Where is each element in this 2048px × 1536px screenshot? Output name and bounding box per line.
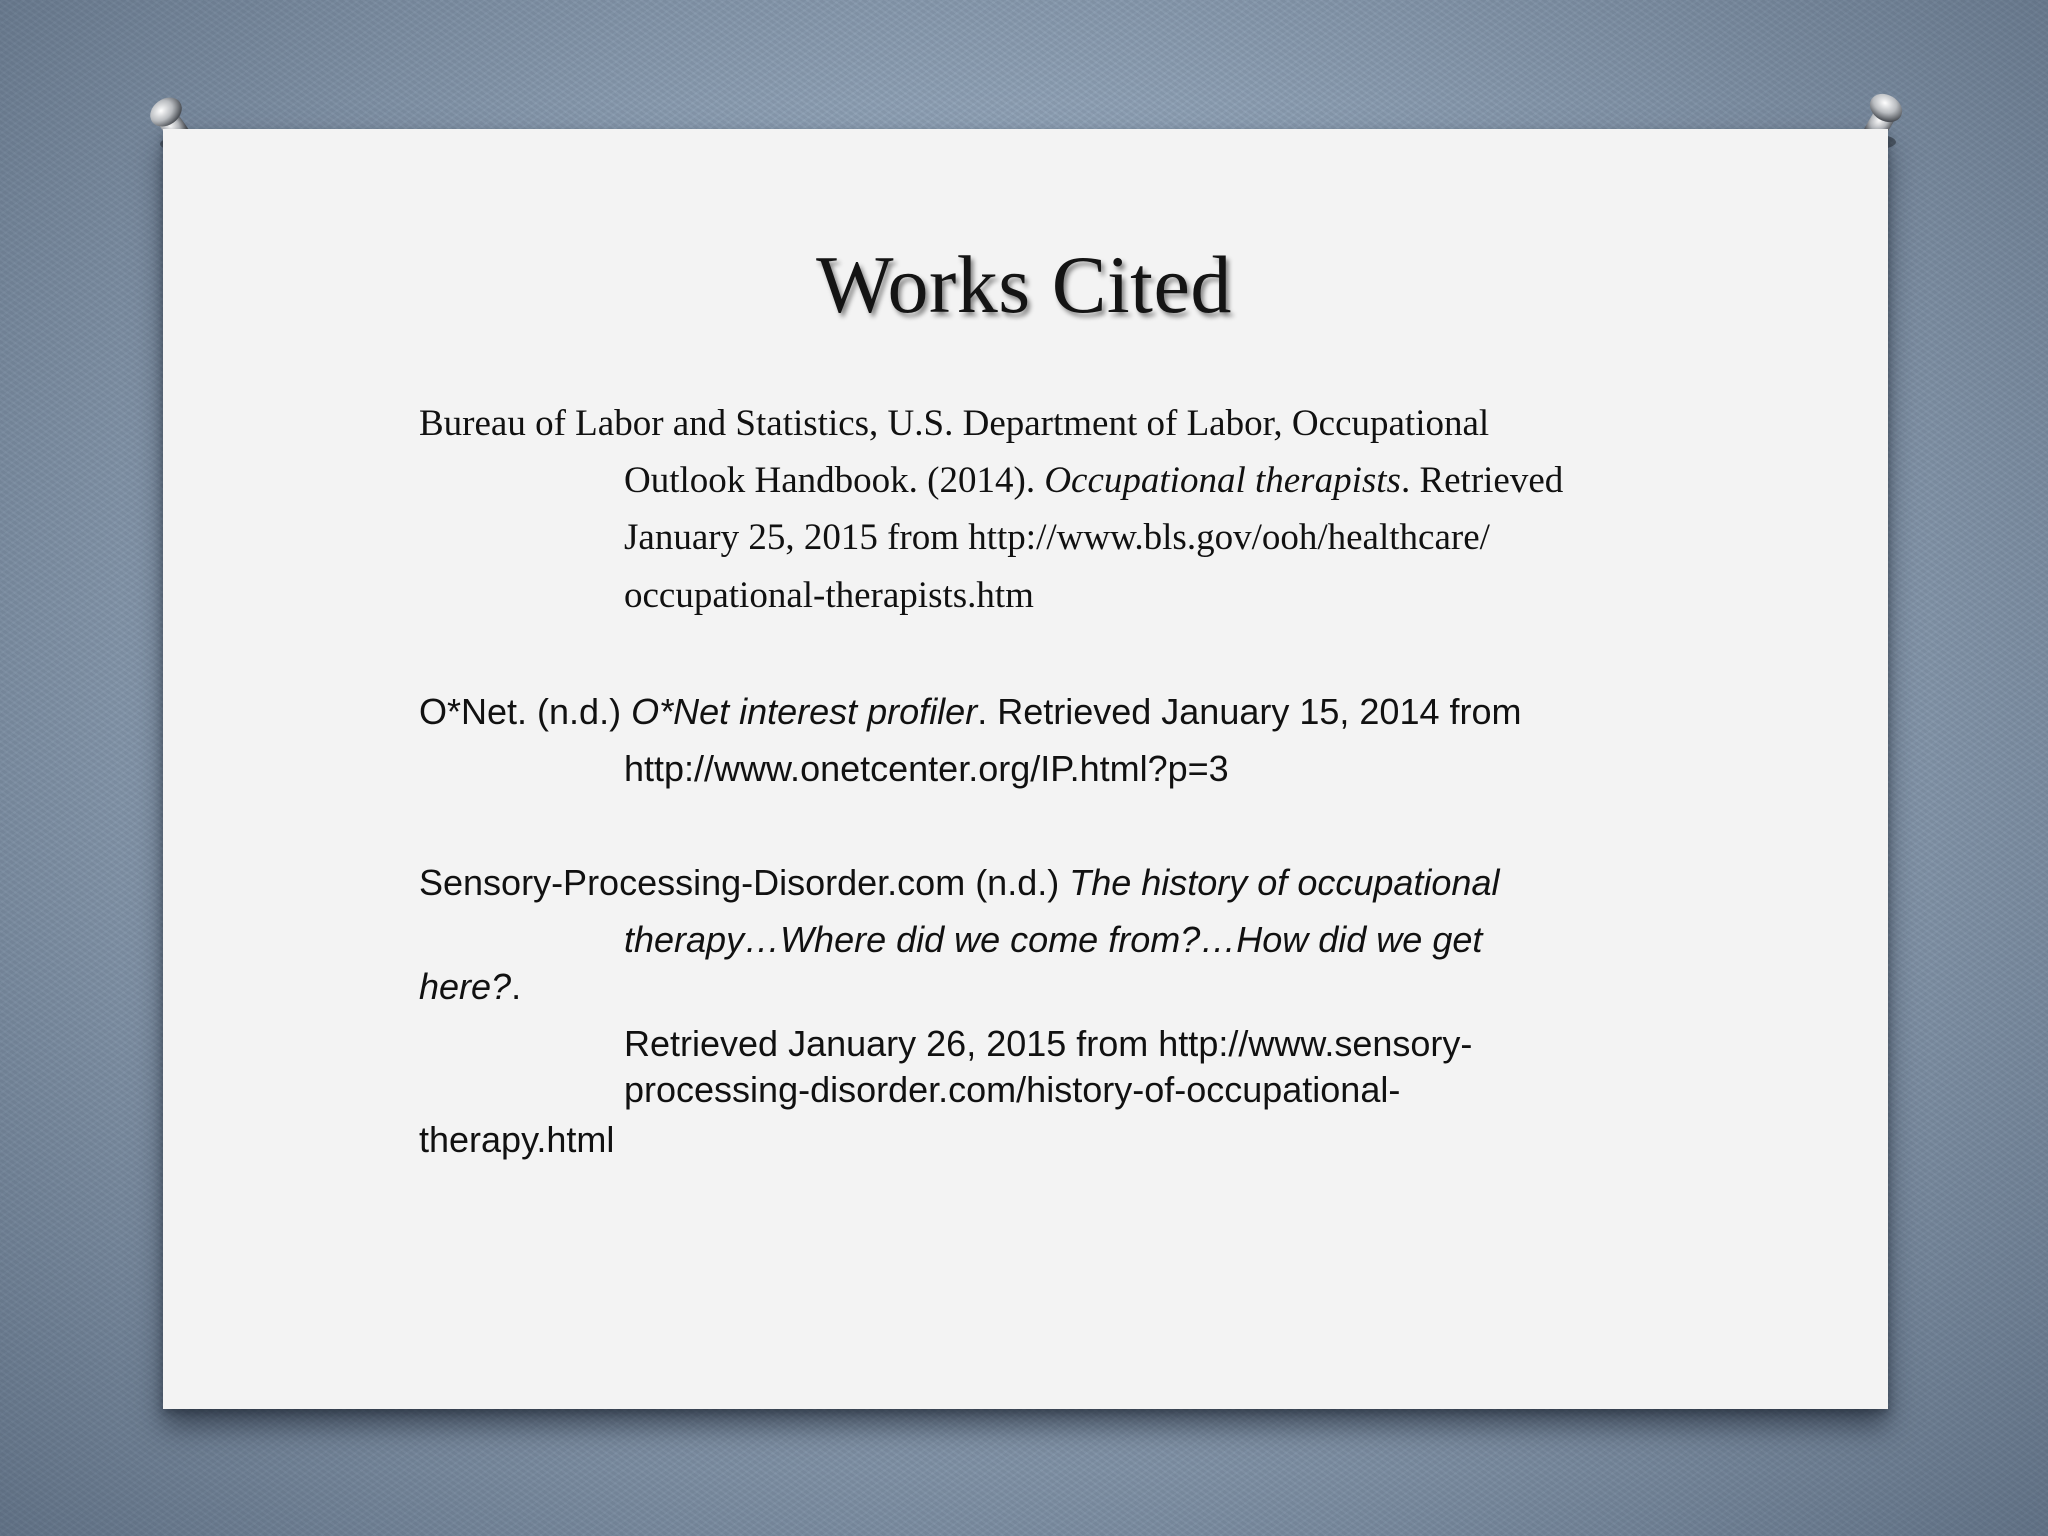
citation-line	[419, 966, 521, 1008]
citation-line: Retrieved January 26, 2015 from http://www.sensory-	[624, 1023, 1473, 1064]
citation-source-title: O*Net interest profiler	[631, 691, 978, 732]
citation-url: occupational-therapists.htm	[624, 575, 1034, 616]
citation-source-title: Occupational therapists	[1044, 460, 1401, 501]
citation-url: therapy.html	[419, 1119, 615, 1160]
citation-text: Outlook Handbook. (2014).	[624, 460, 1045, 501]
citation-source-title: The history of occupational	[1069, 862, 1500, 903]
citation-line: Bureau of Labor and Statistics, U.S. Department of Labor, Occupational	[419, 403, 1490, 444]
citation-text: O*Net. (n.d.)	[419, 691, 632, 732]
citation-line	[624, 459, 1563, 502]
citation-url: processing-disorder.com/history-of-occupational-	[624, 1069, 1401, 1110]
citation-url: January 25, 2015 from http://www.bls.gov/ooh/healthcare/	[624, 517, 1490, 558]
citation-line	[419, 862, 1499, 904]
citation-text: Sensory-Processing-Disorder.com (n.d.)	[419, 862, 1070, 903]
citation-source-title: here?	[419, 966, 512, 1007]
citation-source-title: therapy…Where did we come from?…How did we get	[624, 919, 1483, 960]
citation-line	[419, 691, 1522, 733]
slide-title: Works Cited	[816, 239, 1232, 330]
citation-text: . Retrieved January 15, 2014 from	[977, 691, 1522, 732]
citation-text: . Retrieved	[1400, 460, 1564, 501]
citation-url: http://www.onetcenter.org/IP.html?p=3	[624, 748, 1229, 789]
citation-text: .	[511, 966, 522, 1007]
